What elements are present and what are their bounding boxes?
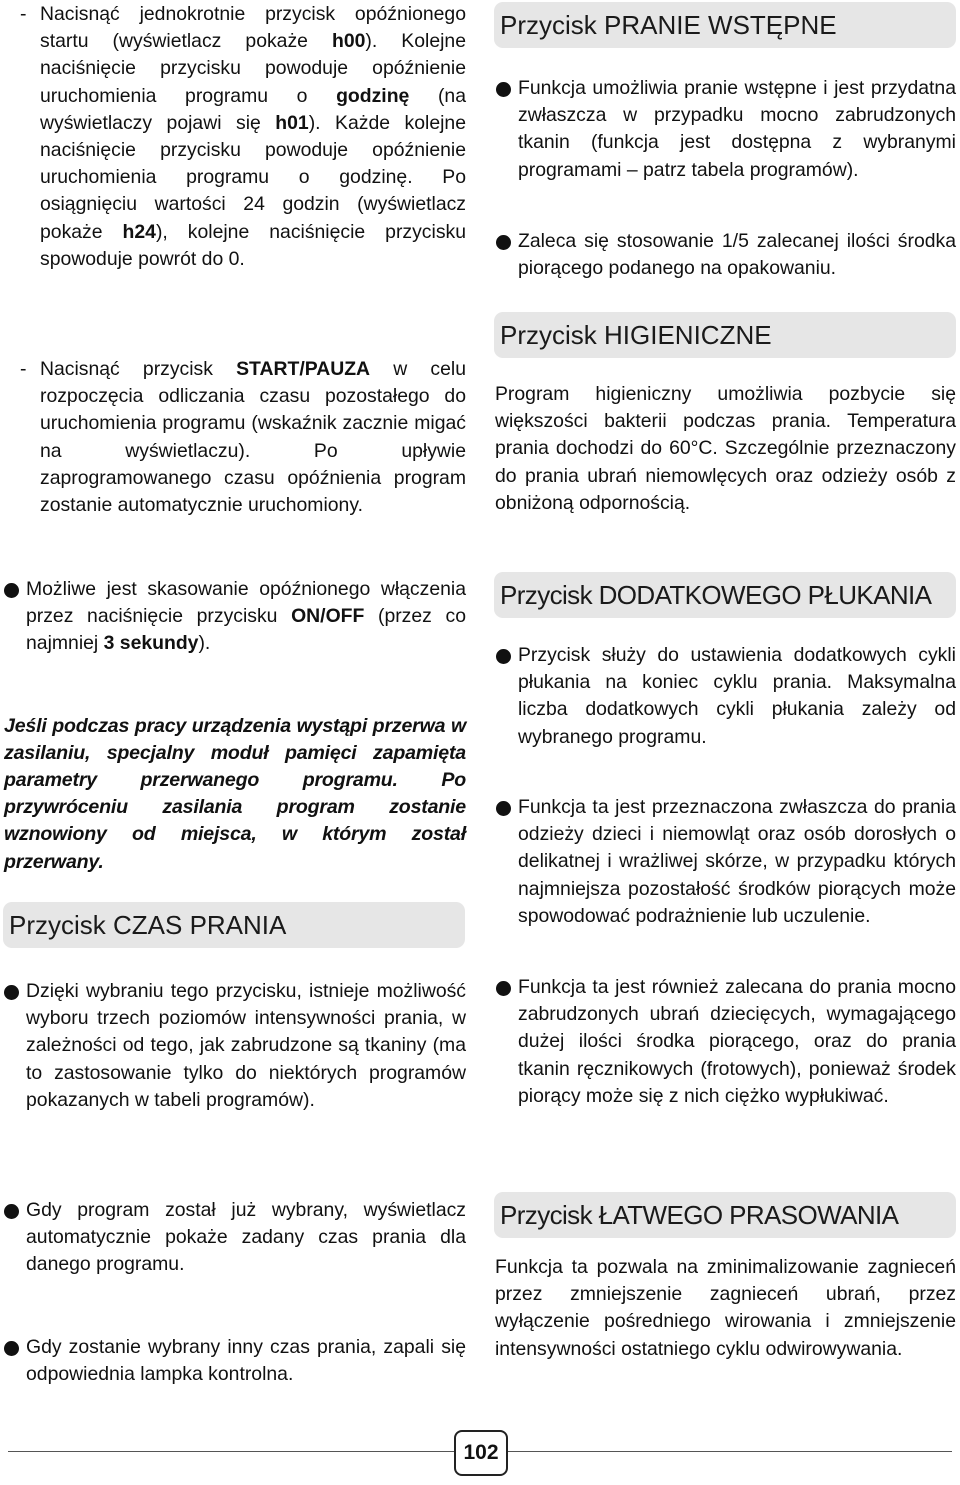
plukania-bullet-2 bbox=[496, 794, 956, 930]
bullet-dot bbox=[496, 801, 511, 816]
plukania-bullet-1-text: Przycisk służy do ustawienia dodatkowych cykli płukania na koniec cyklu prania. Maksymalna liczba dodatkowych cykli płukania zależy od wybranego programu. bbox=[518, 644, 956, 748]
bullet-dot bbox=[496, 981, 511, 996]
higieniczne-text: Program higieniczny umożliwia pozbycie się większości bakterii podczas prania. Temperatura prania dochodzi do 60°C. Szczególnie przeznaczony do prania ubrań niemowlęcych oraz odzieży osób z obniżoną odpornością. bbox=[495, 383, 956, 514]
dodatkowe-plukanie-heading: Przycisk DODATKOWEGO PŁUKANIA bbox=[494, 572, 956, 618]
page-number: 102 bbox=[454, 1430, 508, 1476]
footer-rule-right bbox=[506, 1451, 952, 1452]
wstepne-bullet-2 bbox=[496, 228, 956, 282]
czas-bullet-3 bbox=[4, 1334, 466, 1388]
cancel-delay-bullet bbox=[4, 576, 466, 658]
wstepne-bullet-1-text: Funkcja umożliwia pranie wstępne i jest przydatna zwłaszcza w przypadku mocno zabrudzonych tkanin (funkcja jest dostępna z wybranymi programami – patrz tabela programów). bbox=[518, 77, 956, 181]
wstepne-bullet-1 bbox=[496, 75, 956, 184]
czas-bullet-1-text: Dzięki wybraniu tego przycisku, istnieje możliwość wyboru trzech poziomów intensywności prania, w zależności od tego, jak zabrudzone są tkaniny (ma to zastosowanie tylko do niektórych programów pokazanych w tabeli programów). bbox=[26, 980, 466, 1111]
delay-step-2 bbox=[20, 356, 466, 519]
bullet-dot bbox=[4, 583, 19, 598]
czas-bullet-3-text: Gdy zostanie wybrany inny czas prania, zapali się odpowiednia lampka kontrolna. bbox=[26, 1336, 466, 1386]
bullet-dot bbox=[496, 649, 511, 664]
plukania-bullet-1 bbox=[496, 642, 956, 751]
delay-step-1 bbox=[20, 1, 466, 273]
footer-rule-left bbox=[8, 1451, 454, 1452]
bullet-dot bbox=[4, 1204, 19, 1219]
czas-bullet-2-text: Gdy program został już wybrany, wyświetlacz automatycznie pokaże zadany czas prania dla danego programu. bbox=[26, 1199, 466, 1276]
power-failure-warning: Jeśli podczas pracy urządzenia wystąpi przerwa w zasilaniu, specjalny moduł pamięci zapamięta parametry przerwanego programu. Po przywróceniu zasilania program zostanie wznowiony od miejsca, w którym został przerwany. bbox=[4, 714, 466, 873]
cancel-delay-text: Możliwe jest skasowanie opóźnionego włączenia przez naciśnięcie przycisku ON/OFF (przez co najmniej 3 sekundy). bbox=[26, 578, 466, 655]
bullet-dot bbox=[4, 1341, 19, 1356]
plukania-bullet-3 bbox=[496, 974, 956, 1110]
delay-step-1-text: Nacisnąć jednokrotnie przycisk opóźnionego startu (wyświetlacz pokaże h00). Kolejne naciśnięcie przycisku powoduje opóźnienie uruchomienia programu o godzinę (na wyświetlaczy pojawi się h01). Każde kolejne naciśnięcie przycisku powoduje opóźnienie uruchomienia programu o godzinę. Po osiągnięciu wartości 24 godzin (wyświetlacz pokaże h24), kolejne naciśnięcie przycisku spowoduje powrót do 0. bbox=[40, 3, 466, 270]
czas-prania-heading: Przycisk CZAS PRANIA bbox=[3, 902, 465, 948]
wstepne-bullet-2-text: Zaleca się stosowanie 1/5 zalecanej ilości środka piorącego podanego na opakowaniu. bbox=[518, 230, 956, 280]
latwe-prasowanie-heading: Przycisk ŁATWEGO PRASOWANIA bbox=[494, 1192, 956, 1238]
czas-bullet-1 bbox=[4, 978, 466, 1114]
plukania-bullet-3-text: Funkcja ta jest również zalecana do prania mocno zabrudzonych ubrań dziecięcych, wymagającego dużej ilości środka piorącego, oraz do prania tkanin ręcznikowych (frotowych), ponieważ środek piorący może się z nich ciężko wypłukiwać. bbox=[518, 976, 956, 1107]
bullet-dot bbox=[496, 82, 511, 97]
dash-marker: - bbox=[20, 358, 27, 380]
dash-marker: - bbox=[20, 3, 27, 25]
higieniczne-heading: Przycisk HIGIENICZNE bbox=[494, 312, 956, 358]
prasowanie-text: Funkcja ta pozwala na zminimalizowanie zagnieceń przez zmniejszenie zagnieceń ubrań, przez wyłączenie pośredniego wirowania i zmniejszenie intensywności ostatniego cyklu odwirowywania. bbox=[495, 1256, 956, 1360]
bullet-dot bbox=[4, 985, 19, 1000]
delay-step-2-text: Nacisnąć przycisk START/PAUZA w celu rozpoczęcia odliczania czasu pozostałego do uruchomienia programu (wskaźnik zacznie migać na wyświetlaczu). Po upływie zaprogramowanego czasu opóźnienia program zostanie automatycznie uruchomiony. bbox=[40, 358, 466, 517]
pranie-wstepne-heading: Przycisk PRANIE WSTĘPNE bbox=[494, 2, 956, 48]
czas-bullet-2 bbox=[4, 1197, 466, 1279]
plukania-bullet-2-text: Funkcja ta jest przeznaczona zwłaszcza do prania odzieży dzieci i niemowląt oraz osób dorosłych o delikatnej i wrażliwej skórze, w przypadku których najmniejsza pozostałość środków piorących może spowodować podrażnienie lub uczulenie. bbox=[518, 796, 956, 927]
bullet-dot bbox=[496, 235, 511, 250]
